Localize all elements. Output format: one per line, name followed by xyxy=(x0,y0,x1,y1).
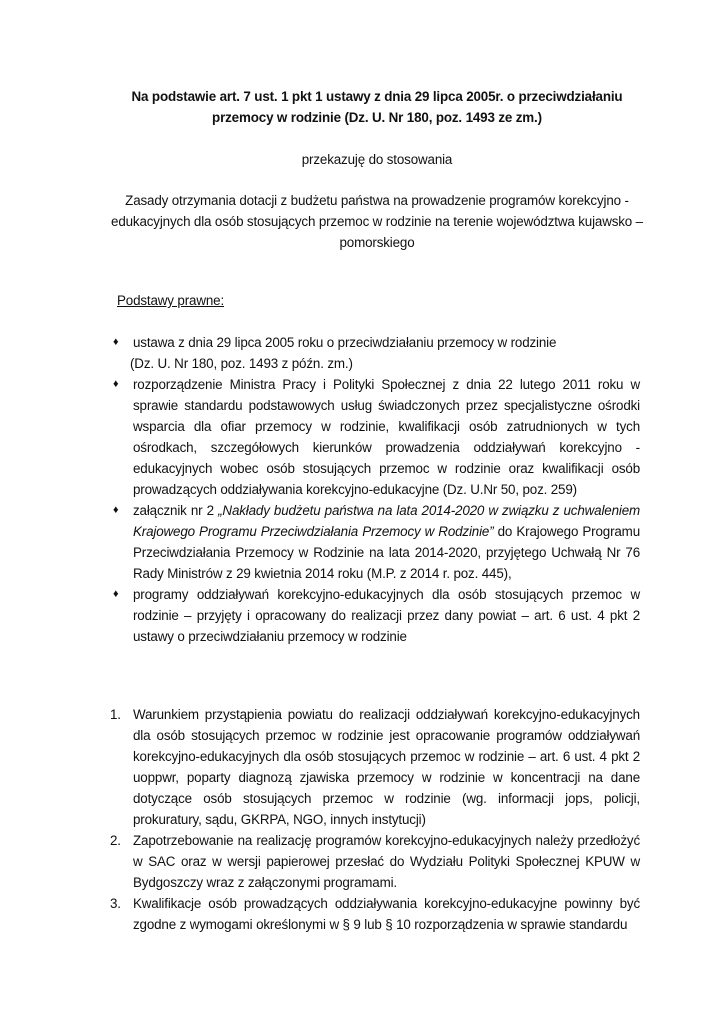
condition-item xyxy=(110,704,640,830)
condition-item xyxy=(110,893,640,935)
legal-basis-item xyxy=(113,374,640,500)
handover-line: przekazuję do stosowania xyxy=(301,152,453,167)
condition-text: Zapotrzebowanie na realizację programów korekcyjno-edukacyjnych należy przedłożyć w SAC oraz w wersji papierowej przesłać do Wydziału Polityki Społecznej KPUW w Bydgoszczy wraz z załączonymi programami. xyxy=(133,833,640,890)
legal-basis-suffix: do Krajowego Programu Przeciwdziałania Przemocy w Rodzinie na lata 2014-2020, przyjętego Uchwałą Nr 76 Rady Ministrów z 29 kwietnia 2014 roku (M.P. z 2014 r. poz. 445), xyxy=(133,524,640,581)
legal-basis-list xyxy=(113,332,640,647)
condition-number: 1. xyxy=(110,707,121,722)
diamond-bullet-icon: ♦ xyxy=(113,588,119,600)
legal-basis-text: rozporządzenie Ministra Pracy i Polityki Społecznej z dnia 22 lutego 2011 roku w sprawie standardu podstawowych usług świadczonych przez specjalistyczne ośrodki wsparcia dla ofiar przemocy w rodzinie, kwalifikacji osób zatrudnionych w tych ośrodkach, szczegółowych kierunków prowadzenia oddziaływań korekcyjno - edukacyjnych wobec osób stosujących przemoc w rodzinie oraz kwalifikacji osób prowadzących oddziaływania korekcyjno-edukacyjne (Dz. U.Nr 50, poz. 259) xyxy=(133,377,640,497)
legal-basis-item xyxy=(113,584,640,647)
legal-basis-italic-title: „Nakłady budżetu państwa na lata 2014-2020 w związku z uchwaleniem Krajowego Programu Przeciwdziałania Przemocy w Rodzinie” xyxy=(133,503,640,539)
legal-basis-text: programy oddziaływań korekcyjno-edukacyjnych dla osób stosujących przemoc w rodzinie – przyjęty i opracowany do realizacji przez dany powiat – art. 6 ust. 4 pkt 2 ustawy o przeciwdziałaniu przemocy w rodzinie xyxy=(133,587,640,644)
conditions-list xyxy=(110,704,640,935)
condition-text: Warunkiem przystąpienia powiatu do realizacji oddziaływań korekcyjno-edukacyjnych dla osób stosujących przemoc w rodzinie jest opracowanie programów oddziaływań korekcyjno-edukacyjnych dla osób stosujących przemoc w rodzinie – art. 6 ust. 4 pkt 2 uoppwr, poparty diagnozą zjawiska przemocy w rodzinie w koncentracji na dane dotyczące osób stosujących przemoc w rodzinie (wg. informacji jops, policji, prokuratury, sądu, GKRPA, NGO, innych instytucji) xyxy=(133,707,640,827)
legal-basis-item xyxy=(113,332,640,374)
condition-item xyxy=(110,830,640,893)
document-heading: Na podstawie art. 7 ust. 1 pkt 1 ustawy z dnia 29 lipca 2005r. o przeciwdziałaniu przemocy w rodzinie (Dz. U. Nr 180, poz. 1493 ze zm.) xyxy=(131,89,623,125)
document-subject: Zasady otrzymania dotacji z budżetu państwa na prowadzenie programów korekcyjno - edukacyjnych dla osób stosujących przemoc w rodzinie na terenie województwa kujawsko –pomorskiego xyxy=(111,193,643,250)
legal-basis-continuation: (Dz. U. Nr 180, poz. 1493 z późn. zm.) xyxy=(130,356,353,371)
diamond-bullet-icon: ♦ xyxy=(113,504,119,516)
legal-basis-title: Podstawy prawne: xyxy=(117,293,225,308)
legal-basis-text: ustawa z dnia 29 lipca 2005 roku o przeciwdziałaniu przemocy w rodzinie xyxy=(133,335,557,350)
diamond-bullet-icon: ♦ xyxy=(113,378,119,390)
condition-number: 3. xyxy=(110,896,121,911)
legal-basis-item xyxy=(113,500,640,584)
condition-text: Kwalifikacje osób prowadzących oddziaływania korekcyjno-edukacyjne powinny być zgodne z wymogami określonymi w § 9 lub § 10 rozporządzenia w sprawie standardu xyxy=(133,896,640,932)
legal-basis-prefix: załącznik nr 2 xyxy=(133,503,219,518)
condition-number: 2. xyxy=(110,833,121,848)
diamond-bullet-icon: ♦ xyxy=(113,336,119,348)
